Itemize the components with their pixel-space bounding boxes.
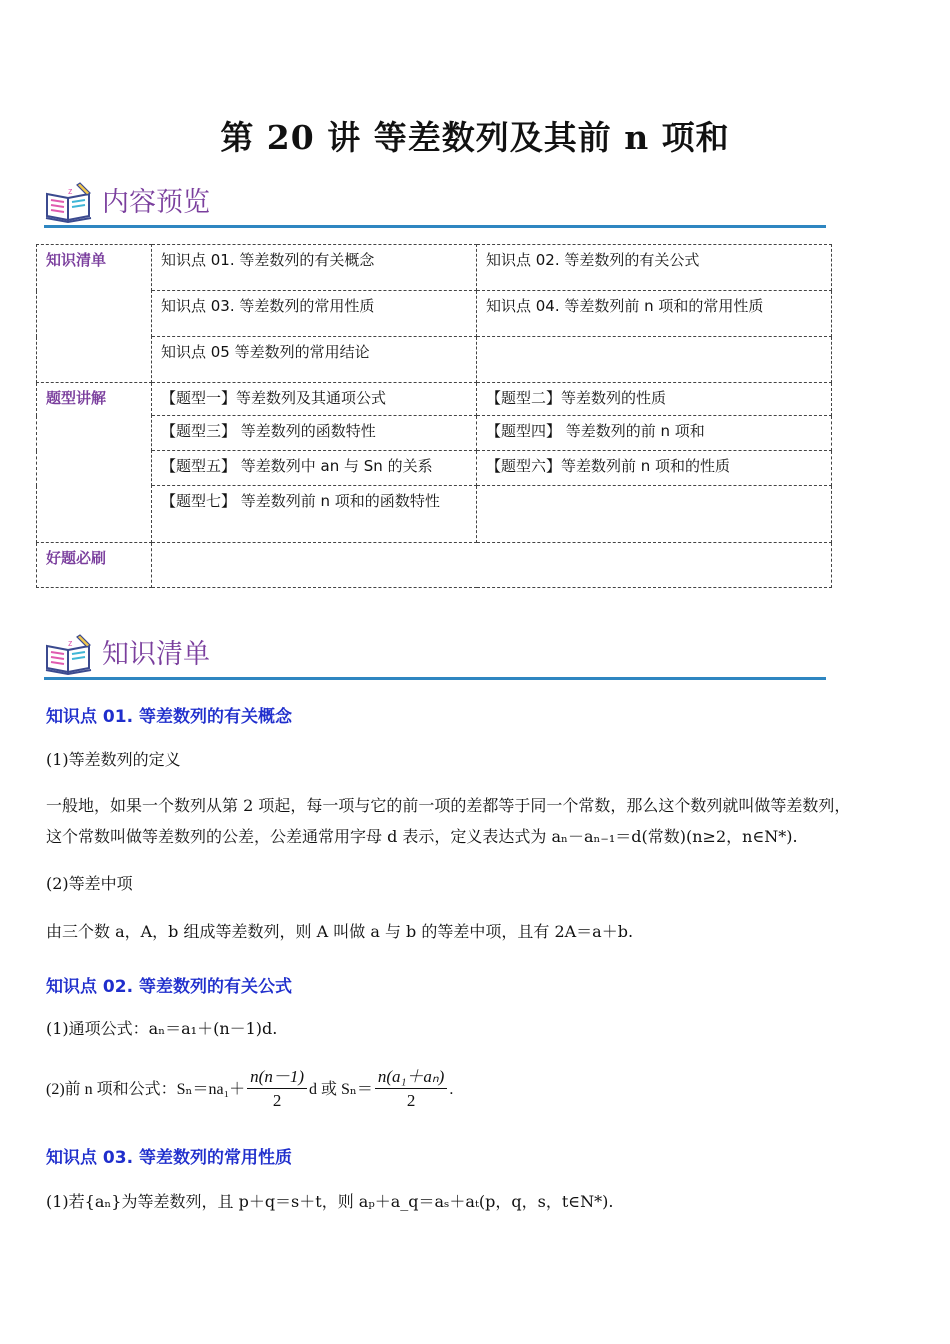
toc-empty-cell [477, 337, 832, 383]
section-rule [44, 225, 826, 228]
svg-text:z: z [68, 638, 73, 648]
kp01-def-line2: 这个常数叫做等差数列的公差，公差通常用字母 d 表示，定义表达式为 aₙ－aₙ₋₁＝d(常数)(n≥2，n∈N*). [46, 827, 798, 846]
book-icon [44, 632, 94, 676]
toc-category-practice: 好题必刷 [37, 543, 152, 588]
toc-empty-cell [477, 486, 832, 543]
toc-item-type4: 【题型四】 等差数列的前 n 项和 [477, 416, 832, 451]
fraction-2 [375, 1066, 448, 1113]
page-title: 第 20 讲 等差数列及其前 n 项和 [220, 118, 730, 157]
toc-item-type3: 【题型三】 等差数列的函数特性 [152, 416, 477, 451]
section-header-preview [44, 178, 826, 228]
fraction-1-numerator: n(n－1) [247, 1066, 307, 1089]
kp01-def-heading: (1)等差数列的定义 [46, 750, 181, 769]
fraction-1-denominator: 2 [272, 1091, 282, 1110]
sum-formula-end: . [449, 1081, 454, 1098]
toc-item-type1: 【题型一】等差数列及其通项公式 [152, 383, 477, 416]
kp01-title: 知识点 01. 等差数列的有关概念 [46, 707, 292, 727]
kp01-mid-heading: (2)等差中项 [46, 874, 133, 893]
kp03-title: 知识点 03. 等差数列的常用性质 [46, 1148, 292, 1168]
fraction-1 [247, 1066, 307, 1113]
section-header-knowledge [44, 630, 826, 680]
kp01-mid-text: 由三个数 a，A，b 组成等差数列，则 A 叫做 a 与 b 的等差中项，且有 2A＝a＋b. [46, 922, 634, 941]
book-icon [44, 180, 94, 224]
kp02-sum-formula [46, 1064, 926, 1115]
kp01-def-line1: 一般地，如果一个数列从第 2 项起，每一项与它的前一项的差都等于同一个常数，那么这个数列就叫做等差数列， [46, 796, 851, 815]
sum-formula-mid: d 或 Sₙ＝ [309, 1081, 373, 1098]
content-preview-table [36, 244, 832, 588]
toc-item-type7: 【题型七】 等差数列前 n 项和的函数特性 [152, 486, 477, 543]
fraction-2-denominator: 2 [406, 1091, 416, 1110]
section-label-preview: 内容预览 [102, 187, 210, 218]
fraction-2-numerator: n(a₁＋aₙ) [375, 1066, 448, 1089]
toc-category-knowledge: 知识清单 [37, 245, 152, 383]
toc-item-type6: 【题型六】等差数列前 n 项和的性质 [477, 451, 832, 486]
toc-item-kp02: 知识点 02. 等差数列的有关公式 [477, 245, 832, 291]
toc-item-kp05: 知识点 05 等差数列的常用结论 [152, 337, 477, 383]
toc-empty-cell [152, 543, 832, 588]
section-label-knowledge: 知识清单 [102, 639, 210, 670]
toc-item-kp04: 知识点 04. 等差数列前 n 项和的常用性质 [477, 291, 832, 337]
toc-item-type5: 【题型五】 等差数列中 an 与 Sn 的关系 [152, 451, 477, 486]
toc-item-kp01: 知识点 01. 等差数列的有关概念 [152, 245, 477, 291]
kp02-general-formula: (1)通项公式：aₙ＝a₁＋(n－1)d. [46, 1019, 278, 1038]
kp03-property-1: (1)若{aₙ}为等差数列，且 p＋q＝s＋t，则 aₚ＋a_q＝aₛ＋aₜ(p，q，s，t∈N*). [46, 1192, 614, 1211]
sum-formula-prefix: (2)前 n 项和公式：Sₙ＝na₁＋ [46, 1081, 246, 1098]
toc-category-types: 题型讲解 [37, 383, 152, 543]
toc-item-kp03: 知识点 03. 等差数列的常用性质 [152, 291, 477, 337]
svg-text:z: z [68, 186, 73, 196]
toc-item-type2: 【题型二】等差数列的性质 [477, 383, 832, 416]
kp02-title: 知识点 02. 等差数列的有关公式 [46, 977, 292, 997]
section-rule [44, 677, 826, 680]
